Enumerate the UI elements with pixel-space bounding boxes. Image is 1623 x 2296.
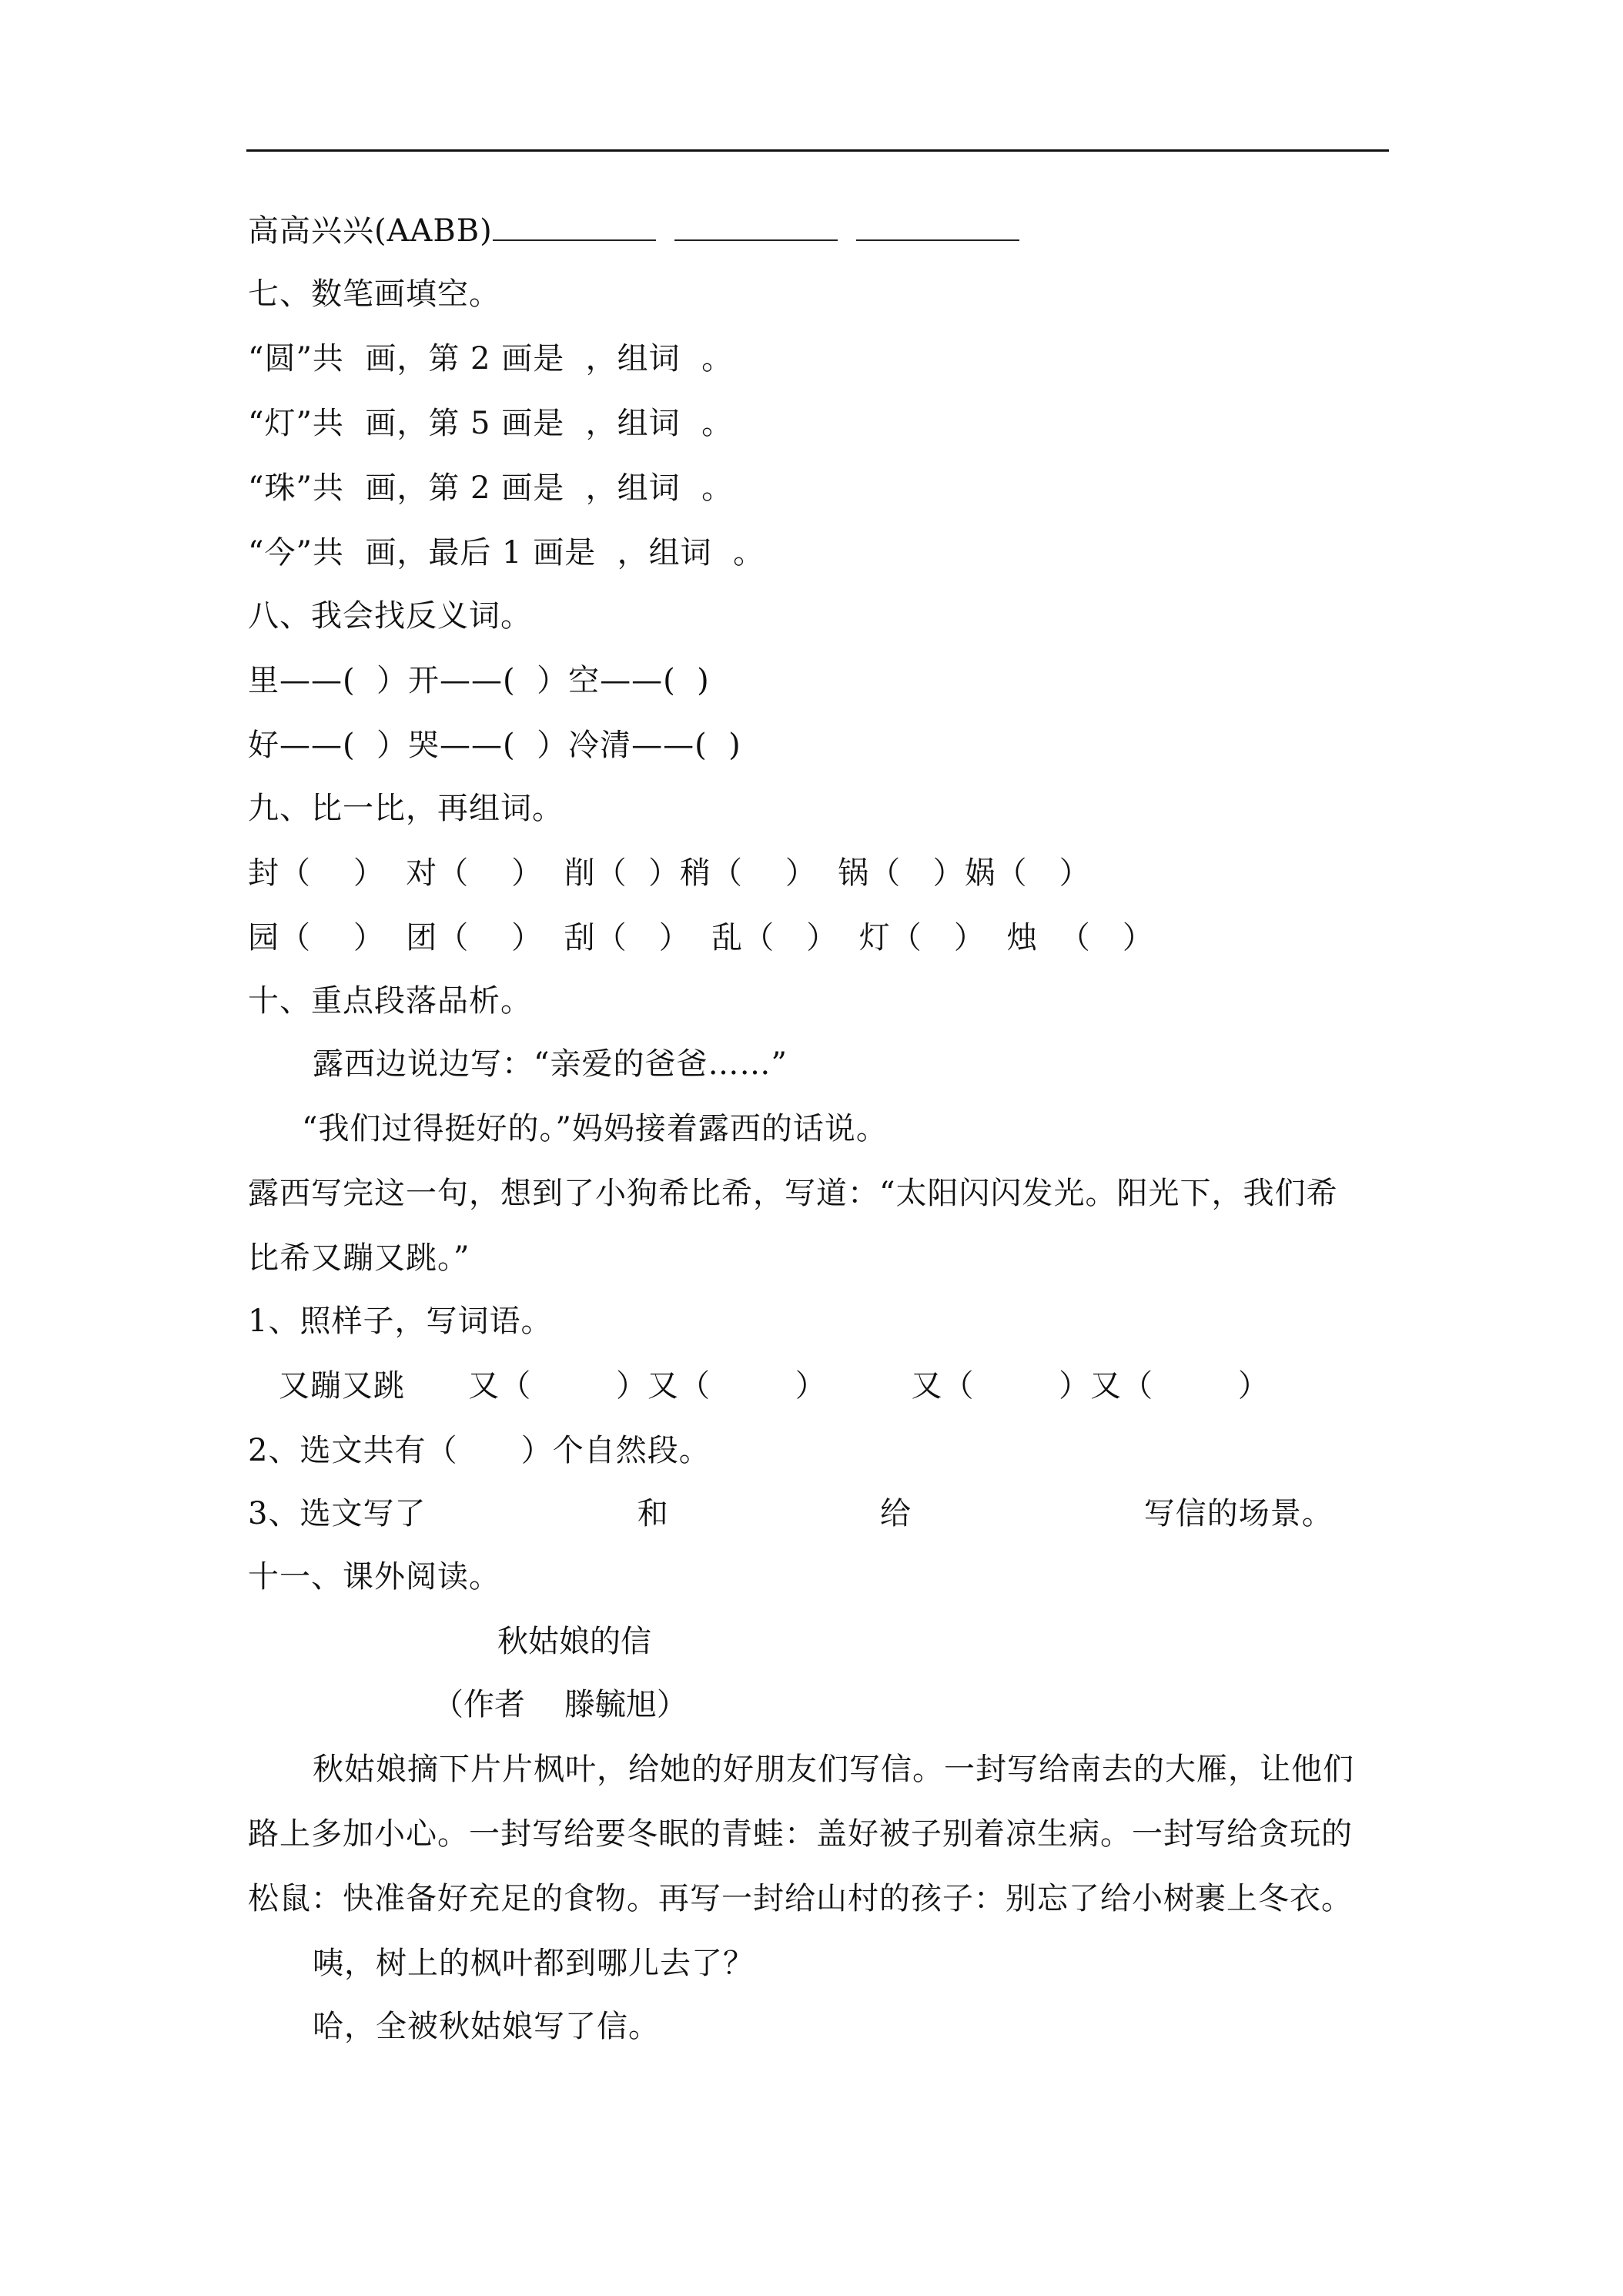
aabb-prefix: 高高兴兴(AABB) <box>248 213 493 249</box>
reading-title: 秋姑娘的信 <box>497 1624 651 1659</box>
aabb-blank-2[interactable] <box>674 216 838 241</box>
passage-paragraph-1: 露西边说边写：“亲爱的爸爸……” <box>313 1046 788 1082</box>
question-2: 2、选文共有（ ）个自然段。 <box>248 1433 711 1468</box>
aabb-blank-3[interactable] <box>856 216 1019 241</box>
question-1-example: 又蹦又跳 又（ ）又（ ） 又（ ）又（ ） <box>279 1368 1270 1404</box>
reading-paragraph-1a: 秋姑娘摘下片片枫叶，给她的好朋友们写信。一封写给南去的大雁，让他们 <box>313 1752 1354 1787</box>
section-11-heading: 十一、课外阅读。 <box>248 1559 500 1595</box>
aabb-line <box>248 213 1038 249</box>
antonym-line-2: 好——( ）哭——( ）冷清——( ) <box>248 728 741 763</box>
section-8-heading: 八、我会找反义词。 <box>248 598 532 634</box>
reading-paragraph-3: 哈，全被秋姑娘写了信。 <box>313 2009 660 2044</box>
stroke-line-yuan: “圆”共 画，第 2 画是 ，组词 。 <box>248 341 734 377</box>
passage-paragraph-3b: 比希又蹦又跳。” <box>248 1240 470 1276</box>
passage-paragraph-2: “我们过得挺好的。”妈妈接着露西的话说。 <box>302 1111 888 1146</box>
aabb-blank-1[interactable] <box>493 216 656 241</box>
stroke-line-deng: “灯”共 画，第 5 画是 ，组词 。 <box>248 406 734 441</box>
question-3: 3、选文写了 和 给 写信的场景。 <box>248 1496 1334 1531</box>
section-9-heading: 九、比一比，再组词。 <box>248 791 564 826</box>
antonym-line-1: 里——( ）开——( ）空——( ) <box>248 663 710 698</box>
stroke-line-jin: “今”共 画，最后 1 画是 ，组词 。 <box>248 535 765 571</box>
header-rule <box>246 149 1389 152</box>
section-7-heading: 七、数笔画填空。 <box>248 276 500 312</box>
reading-paragraph-1c: 松鼠：快准备好充足的食物。再写一封给山村的孩子：别忘了给小树裹上冬衣。 <box>248 1881 1353 1916</box>
stroke-line-zhu: “珠”共 画，第 2 画是 ，组词 。 <box>248 470 734 506</box>
question-1: 1、照样子，写词语。 <box>248 1304 553 1339</box>
compare-line-1: 封（ ） 对（ ） 削（ ）稍（ ） 锅（ ）娲（ ） <box>248 855 1091 891</box>
reading-paragraph-1b: 路上多加小心。一封写给要冬眠的青蛙：盖好被子别着凉生病。一封写给贪玩的 <box>248 1816 1353 1852</box>
passage-paragraph-3a: 露西写完这一句，想到了小狗希比希，写道：“太阳闪闪发光。阳光下，我们希 <box>248 1176 1338 1211</box>
reading-author: （作者 滕毓旭） <box>433 1687 688 1722</box>
compare-line-2: 园（ ） 团（ ） 刮（ ） 乱（ ） 灯（ ） 烛 （ ） <box>248 920 1154 956</box>
section-10-heading: 十、重点段落品析。 <box>248 983 532 1019</box>
reading-paragraph-2: 咦，树上的枫叶都到哪儿去了？ <box>313 1946 755 1981</box>
